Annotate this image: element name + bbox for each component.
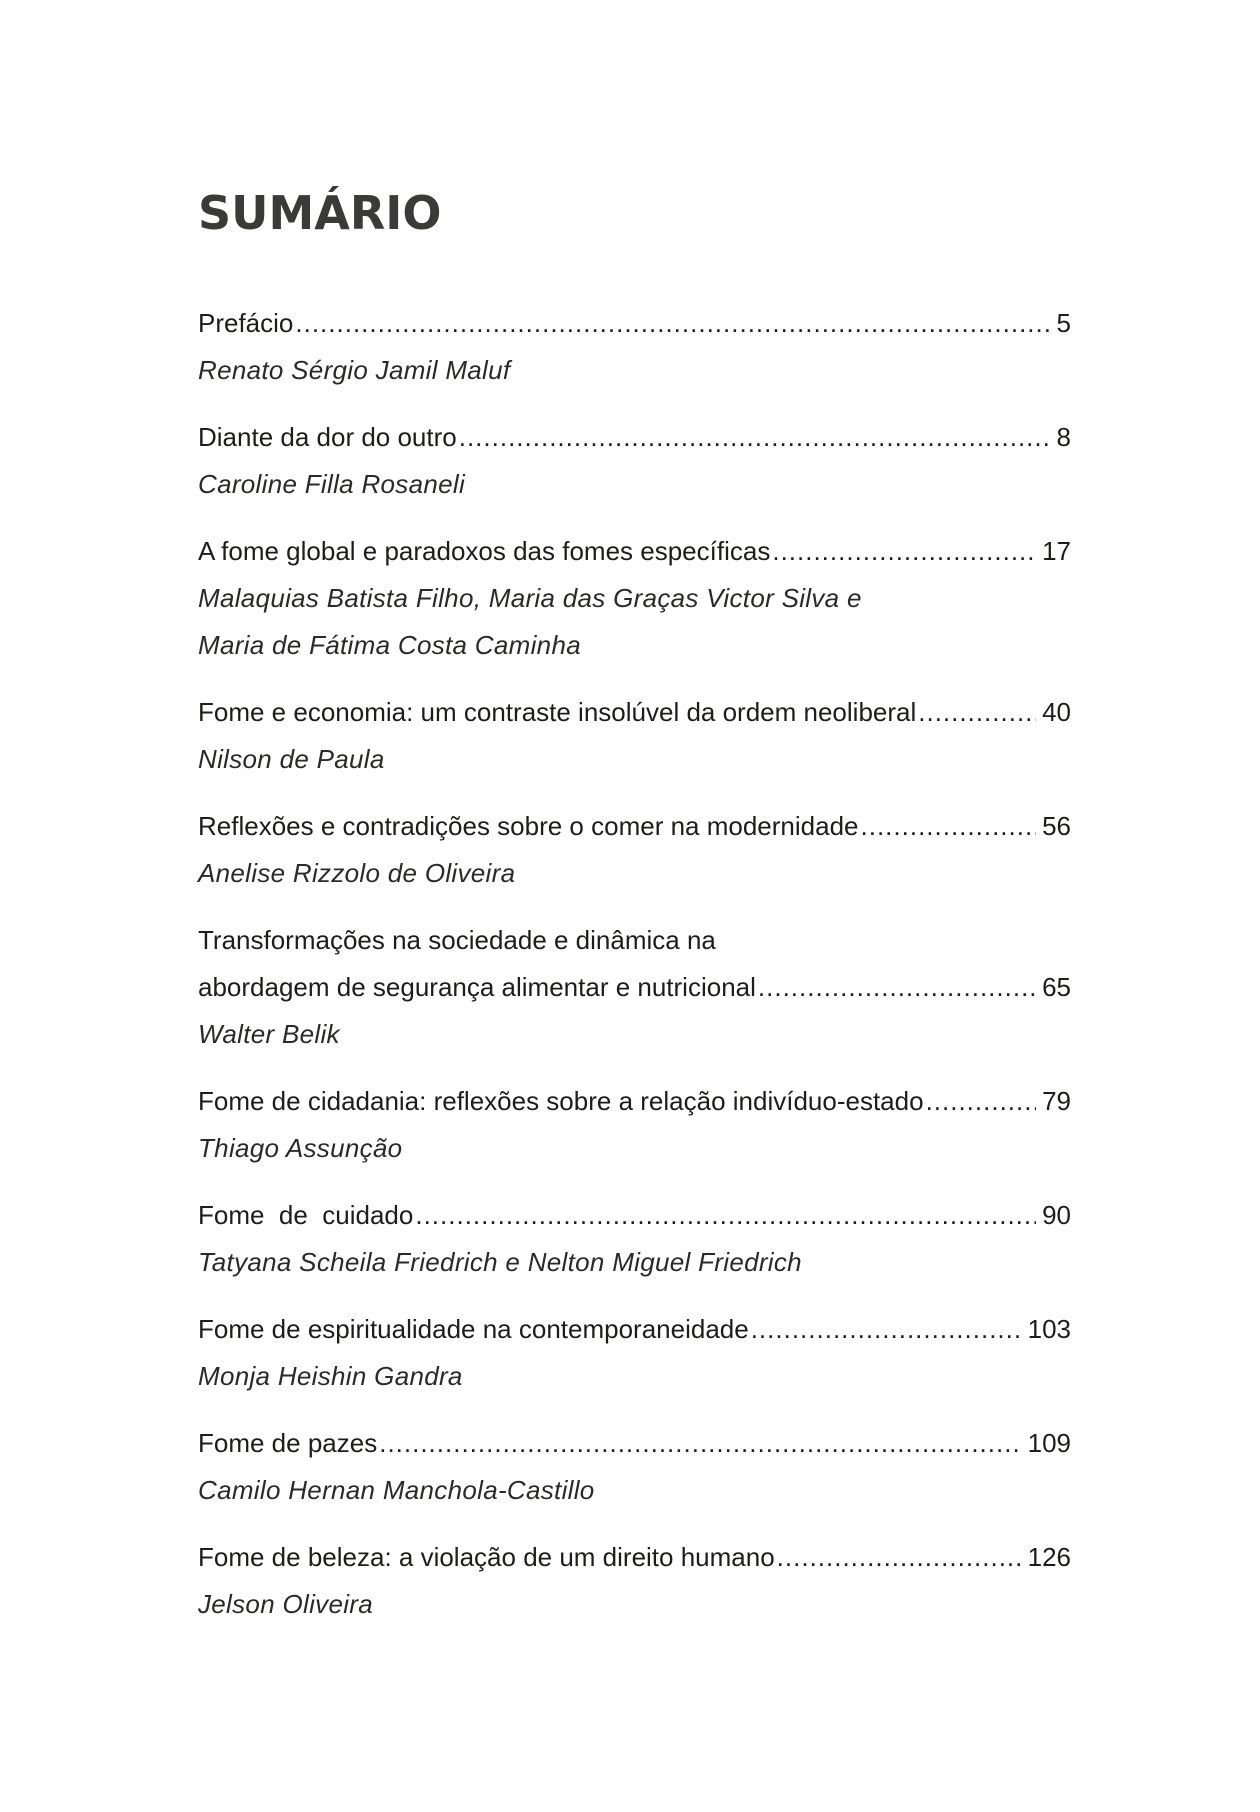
toc-entry-author: Monja Heishin Gandra xyxy=(198,1361,463,1391)
toc-entry-line xyxy=(198,1078,1071,1125)
toc-entry-page: 109 xyxy=(1027,1428,1071,1458)
toc-entry-line xyxy=(198,528,1071,575)
toc-entry-page: 5 xyxy=(1056,308,1071,338)
page-title: SUMÁRIO xyxy=(198,186,442,240)
dot-leader xyxy=(758,964,1036,1011)
toc-entry-page: 65 xyxy=(1042,972,1071,1002)
toc-entry-page: 103 xyxy=(1027,1314,1071,1344)
toc-entry xyxy=(198,1192,1071,1286)
toc-entry-author: Walter Belik xyxy=(198,1019,340,1049)
toc-entry-title: Prefácio xyxy=(198,308,294,338)
toc-entry-line xyxy=(198,300,1071,347)
toc-entry-line xyxy=(198,1192,1071,1239)
toc-entry-author: Caroline Filla Rosaneli xyxy=(198,469,466,499)
dot-leader xyxy=(459,414,1051,461)
dot-leader xyxy=(415,1192,1036,1239)
toc-entry-author: Thiago Assunção xyxy=(198,1133,403,1163)
table-of-contents xyxy=(198,300,1071,1648)
toc-entry-title: Fome de cidadania: reflexões sobre a relação indivíduo-estado xyxy=(198,1086,924,1116)
toc-entry-line xyxy=(198,1306,1071,1353)
toc-entry xyxy=(198,1306,1071,1400)
toc-entry xyxy=(198,1534,1071,1628)
toc-entry-title: Fome de espiritualidade na contemporaneidade xyxy=(198,1314,749,1344)
dot-leader xyxy=(379,1420,1021,1467)
toc-entry xyxy=(198,1078,1071,1172)
toc-entry-line xyxy=(198,964,1071,1011)
toc-entry xyxy=(198,528,1071,669)
dot-leader xyxy=(295,300,1050,347)
toc-entry-title: Diante da dor do outro xyxy=(198,422,457,452)
toc-entry-page: 8 xyxy=(1056,422,1071,452)
toc-entry-author: Maria de Fátima Costa Caminha xyxy=(198,630,581,660)
toc-entry-author: Malaquias Batista Filho, Maria das Graças Victor Silva e xyxy=(198,583,862,613)
toc-entry-title: Fome de beleza: a violação de um direito humano xyxy=(198,1542,775,1572)
toc-entry-page: 40 xyxy=(1042,697,1071,727)
toc-entry xyxy=(198,917,1071,1058)
toc-entry-author: Nilson de Paula xyxy=(198,744,385,774)
toc-entry-title-line1: Transformações na sociedade e dinâmica na xyxy=(198,925,716,955)
toc-entry-author: Tatyana Scheila Friedrich e Nelton Miguel Friedrich xyxy=(198,1247,802,1277)
toc-entry-line xyxy=(198,1420,1071,1467)
toc-entry xyxy=(198,1420,1071,1514)
toc-entry-page: 90 xyxy=(1042,1200,1071,1230)
toc-entry-title: abordagem de segurança alimentar e nutricional xyxy=(198,972,756,1002)
toc-entry-line xyxy=(198,414,1071,461)
toc-entry-page: 56 xyxy=(1042,811,1071,841)
toc-entry-line xyxy=(198,1534,1071,1581)
dot-leader xyxy=(918,689,1036,736)
toc-entry-title: Fome de cuidado xyxy=(198,1200,414,1230)
toc-entry-title: Reflexões e contradições sobre o comer na modernidade xyxy=(198,811,859,841)
toc-entry-author: Jelson Oliveira xyxy=(198,1589,374,1619)
toc-entry-author: Camilo Hernan Manchola-Castillo xyxy=(198,1475,595,1505)
dot-leader xyxy=(772,528,1036,575)
toc-entry xyxy=(198,689,1071,783)
toc-entry-page: 79 xyxy=(1042,1086,1071,1116)
toc-entry-line xyxy=(198,689,1071,736)
dot-leader xyxy=(926,1078,1037,1125)
dot-leader xyxy=(861,803,1037,850)
toc-entry-title: Fome de pazes xyxy=(198,1428,378,1458)
toc-entry xyxy=(198,300,1071,394)
toc-entry-author: Anelise Rizzolo de Oliveira xyxy=(198,858,516,888)
dot-leader xyxy=(751,1306,1022,1353)
toc-entry-author: Renato Sérgio Jamil Maluf xyxy=(198,355,511,385)
toc-entry-title: Fome e economia: um contraste insolúvel da ordem neoliberal xyxy=(198,697,917,727)
toc-entry-line xyxy=(198,803,1071,850)
toc-entry-title-line xyxy=(198,917,1071,964)
toc-entry-page: 17 xyxy=(1042,536,1071,566)
dot-leader xyxy=(777,1534,1022,1581)
toc-entry-title: A fome global e paradoxos das fomes específicas xyxy=(198,536,771,566)
toc-entry xyxy=(198,414,1071,508)
toc-entry xyxy=(198,803,1071,897)
toc-entry-page: 126 xyxy=(1027,1542,1071,1572)
